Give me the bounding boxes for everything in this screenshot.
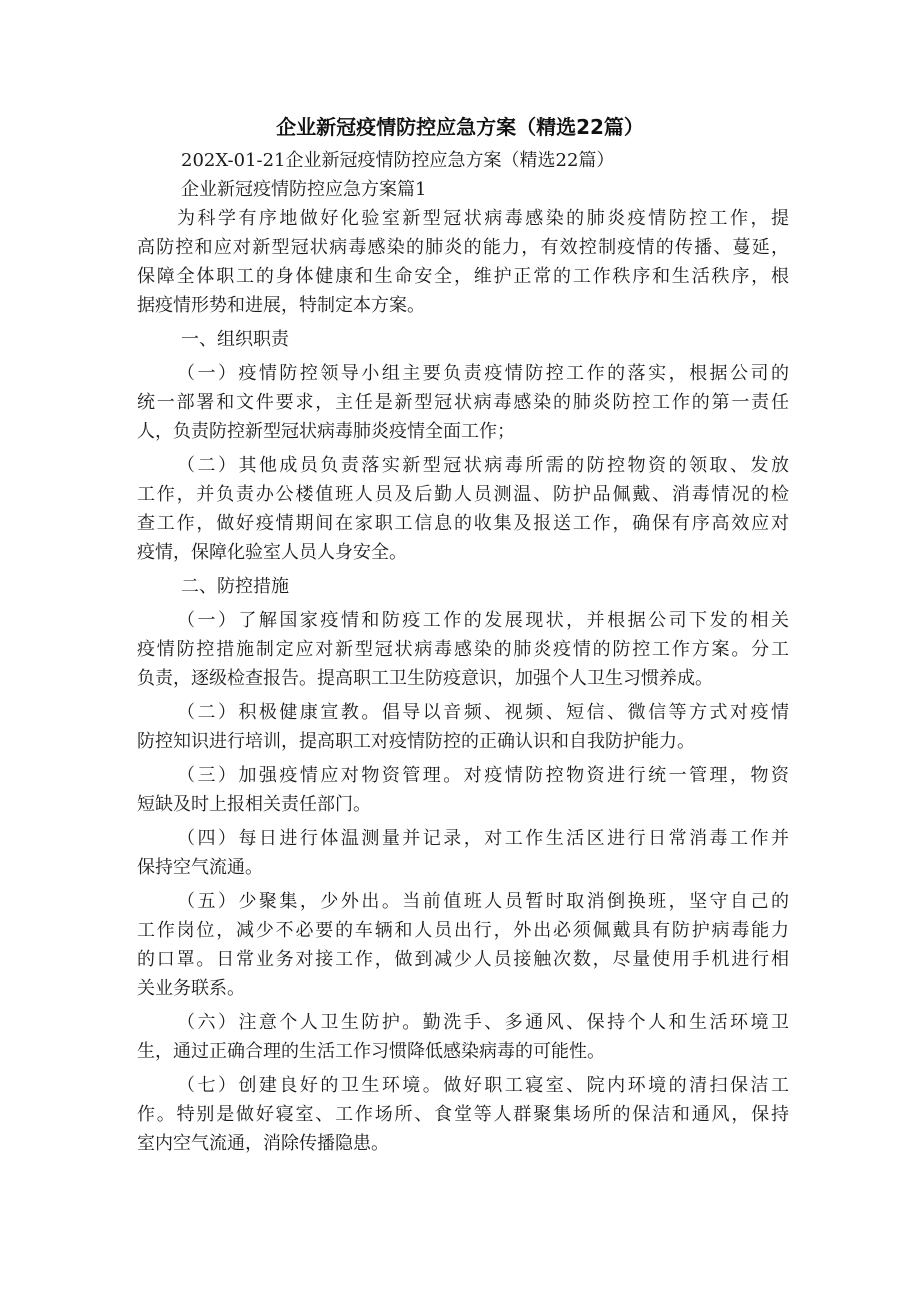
intro-paragraph [137,204,789,320]
paragraph-line: 防控知识进行培训，提高职工对疫情防控的正确认识和自我防护能力。 [137,731,695,752]
paragraph-line: 为科学有序地做好化验室新型冠状病毒感染的肺炎疫情防控工作，提 [177,208,789,229]
paragraph-line: 疫情防控措施制定应对新型冠状病毒感染的肺炎疫情的防控工作方案。分工 [137,639,789,660]
paragraph-line: （一）了解国家疫情和防疫工作的发展现状，并根据公司下发的相关 [177,610,789,631]
paragraph-line: 保持空气流通。 [137,857,263,878]
part2-item-4 [137,824,789,882]
paragraph-line: 作。特别是做好寝室、工作场所、食堂等人群聚集场所的保洁和通风，保持 [137,1104,789,1125]
part1-item-1 [137,359,789,446]
paragraph-line: （四）每日进行体温测量并记录，对工作生活区进行日常消毒工作并 [177,828,789,849]
part2-item-5 [137,887,789,1003]
document-title: 企业新冠疫情防控应急方案（精选22篇） [276,115,644,139]
paragraph-line: 高防控和应对新型冠状病毒感染的肺炎的能力，有效控制疫情的传播、蔓延， [137,237,789,258]
paragraph-line: 保障全体职工的身体健康和生命安全，维护正常的工作秩序和生活秩序，根 [137,266,789,287]
paragraph-line: 负责，逐级检查报告。提高职工卫生防疫意识，加强个人卫生习惯养成。 [137,668,713,689]
paragraph-line: （三）加强疫情应对物资管理。对疫情防控物资进行统一管理，物资 [177,765,789,786]
paragraph-line: 室内空气流通，消除传播隐患。 [137,1133,389,1154]
part1-heading: 一、组织职责 [181,329,289,350]
paragraph-line: （六）注意个人卫生防护。勤洗手、多通风、保持个人和生活环境卫 [177,1012,789,1033]
part2-item-6 [137,1008,789,1066]
section-heading: 企业新冠疫情防控应急方案篇1 [181,179,427,200]
part1-item-2 [137,451,789,567]
paragraph-line: 关业务联系。 [137,978,245,999]
paragraph-line: 的口罩。日常业务对接工作，做到减少人员接触次数，尽量使用手机进行相 [137,949,789,970]
paragraph-line: 生，通过正确合理的生活工作习惯降低感染病毒的可能性。 [137,1041,605,1062]
part2-item-1 [137,606,789,693]
paragraph-line: （五）少聚集，少外出。当前值班人员暂时取消倒换班，坚守自己的 [177,891,789,912]
paragraph-line: 短缺及时上报相关责任部门。 [137,794,371,815]
paragraph-line: 查工作，做好疫情期间在家职工信息的收集及报送工作，确保有序高效应对 [137,513,789,534]
paragraph-line: 统一部署和文件要求，主任是新型冠状病毒感染的肺炎防控工作的第一责任 [137,392,789,413]
paragraph-line: 工作岗位，减少不必要的车辆和人员出行，外出必须佩戴具有防护病毒能力 [137,920,789,941]
part2-item-3 [137,761,789,819]
date-line: 202X-01-21企业新冠疫情防控应急方案（精选22篇） [181,150,615,171]
document-body [137,146,789,1158]
paragraph-line: 人，负责防控新型冠状病毒肺炎疫情全面工作； [137,421,515,442]
paragraph-line: 工作，并负责办公楼值班人员及后勤人员测温、防护品佩戴、消毒情况的检 [137,484,789,505]
part2-item-7 [137,1071,789,1158]
paragraph-line: 疫情，保障化验室人员人身安全。 [137,542,407,563]
paragraph-line: （一）疫情防控领导小组主要负责疫情防控工作的落实，根据公司的 [177,363,789,384]
paragraph-line: （七）创建良好的卫生环境。做好职工寝室、院内环境的清扫保洁工 [177,1075,789,1096]
paragraph-line: 据疫情形势和进展，特制定本方案。 [137,295,425,316]
paragraph-line: （二）其他成员负责落实新型冠状病毒所需的防控物资的领取、发放 [177,455,789,476]
part2-item-2 [137,698,789,756]
paragraph-line: （二）积极健康宣教。倡导以音频、视频、短信、微信等方式对疫情 [177,702,789,723]
part2-heading: 二、防控措施 [181,576,289,597]
